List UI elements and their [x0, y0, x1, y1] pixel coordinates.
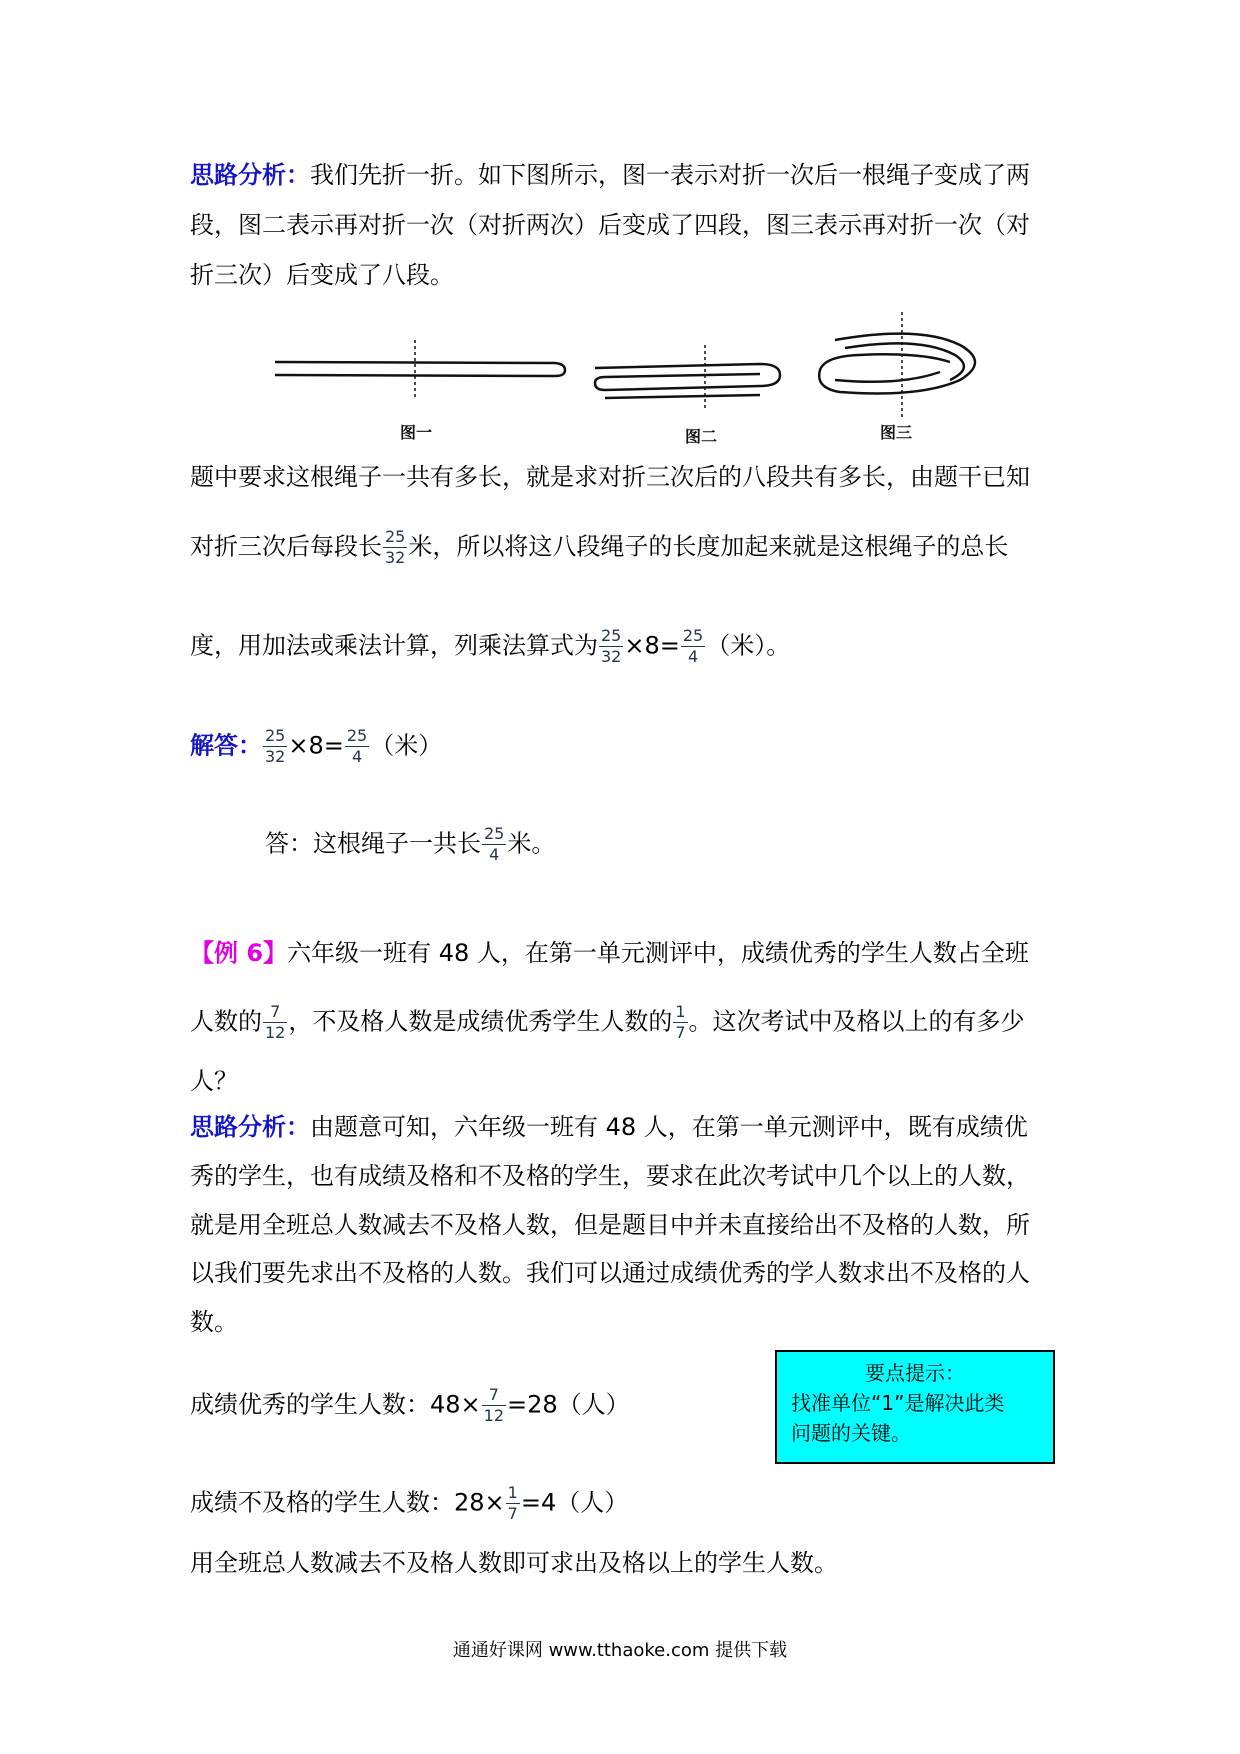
analysis2-line-3: 就是用全班总人数减去不及格人数，但是题目中并未直接给出不及格的人数，所	[190, 1211, 1030, 1239]
analysis-line-2: 段，图二表示再对折一次（对折两次）后变成了四段，图三表示再对折一次（对	[190, 211, 1030, 239]
analysis-text: 我们先折一折。如下图所示，图一表示对折一次后一根绳子变成了两	[310, 161, 1030, 189]
rope-fold-twice	[595, 345, 780, 410]
figure-2-caption: 图二	[685, 427, 718, 446]
fraction-25-4: $\frac{25}{4}$	[346, 726, 368, 766]
figure-3-caption: 图三	[880, 423, 913, 442]
fraction-25-4: $\frac{25}{4}$	[484, 824, 505, 864]
fraction-25-32: $\frac{25}{32}$	[385, 527, 406, 567]
analysis2-label: 思路分析：	[190, 1113, 310, 1141]
fraction-25-32: $\frac{25}{32}$	[601, 626, 622, 666]
explain-line-2: 对折三次后每段长 $\frac{25}{32}$ 米，所以将这八段绳子的长度加起来就是这根绳子的总长	[190, 527, 1009, 567]
fraction-7-12: $\frac{7}{12}$	[483, 1385, 505, 1425]
analysis-line-3: 折三次）后变成了八段。	[190, 261, 454, 289]
answer-line: 解答： $\frac{25}{32}$ ×8= $\frac{25}{4}$ （米）	[190, 726, 443, 766]
analysis2-line-1: 思路分析：由题意可知，六年级一班有 48 人，在第一单元测评中，既有成绩优	[190, 1113, 1028, 1141]
example-6-label: 【例 6】	[190, 939, 288, 967]
conclusion-line: 用全班总人数减去不及格人数即可求出及格以上的学生人数。	[190, 1549, 838, 1577]
calc-fail-line: 成绩不及格的学生人数：28× $\frac{1}{7}$ =4（人）	[190, 1483, 629, 1523]
example-6-line-1: 【例 6】六年级一班有 48 人，在第一单元测评中，成绩优秀的学生人数占全班	[190, 939, 1029, 967]
rope-fold-once	[275, 340, 565, 400]
analysis-line-1	[190, 160, 1030, 190]
analysis-label: 思路分析：	[190, 161, 310, 189]
example-6-line-3: 人？	[190, 1067, 238, 1095]
analysis2-line-5: 数。	[190, 1308, 238, 1336]
rope-folding-figure	[260, 300, 1000, 450]
fraction-25-32: $\frac{25}{32}$	[265, 726, 286, 766]
answer-label: 解答：	[190, 731, 262, 760]
fraction-1-7: $\frac{1}{7}$	[675, 1002, 686, 1042]
analysis2-line-2: 秀的学生，也有成绩及格和不及格的学生，要求在此次考试中几个以上的人数，	[190, 1162, 1030, 1190]
fraction-1-7: $\frac{1}{7}$	[507, 1483, 518, 1523]
explain-line-1: 题中要求这根绳子一共有多长，就是求对折三次后的八段共有多长，由题干已知	[190, 463, 1030, 491]
calc-excellent-line: 成绩优秀的学生人数：48× $\frac{7}{12}$ =28（人）	[190, 1385, 630, 1425]
tip-line-1: 找准单位“1”是解决此类	[791, 1391, 1005, 1415]
analysis2-line-4: 以我们要先求出不及格的人数。我们可以通过成绩优秀的学人数求出不及格的人	[190, 1259, 1030, 1287]
explain-line-3: 度，用加法或乘法计算，列乘法算式为 $\frac{25}{32}$ ×8= $\frac{25}{4}$ （米）。	[190, 626, 791, 666]
rope-fold-three-times	[819, 312, 975, 418]
example-6-line-2: 人数的 $\frac{7}{12}$ ，不及格人数是成绩优秀学生人数的 $\frac{1}{7}$ 。这次考试中及格以上的有多少	[190, 1002, 1025, 1042]
tip-title: 要点提示：	[865, 1361, 965, 1385]
fraction-7-12: $\frac{7}{12}$	[265, 1002, 286, 1042]
key-point-tip-box	[775, 1350, 1055, 1464]
answer-final-line: 答：这根绳子一共长 $\frac{25}{4}$ 米。	[265, 824, 556, 864]
tip-line-2: 问题的关键。	[791, 1421, 911, 1445]
figure-1-caption: 图一	[400, 423, 433, 442]
footer-source: 通通好课网 www.tthaoke.com 提供下载	[452, 1640, 788, 1661]
fraction-25-4: $\frac{25}{4}$	[682, 626, 704, 666]
